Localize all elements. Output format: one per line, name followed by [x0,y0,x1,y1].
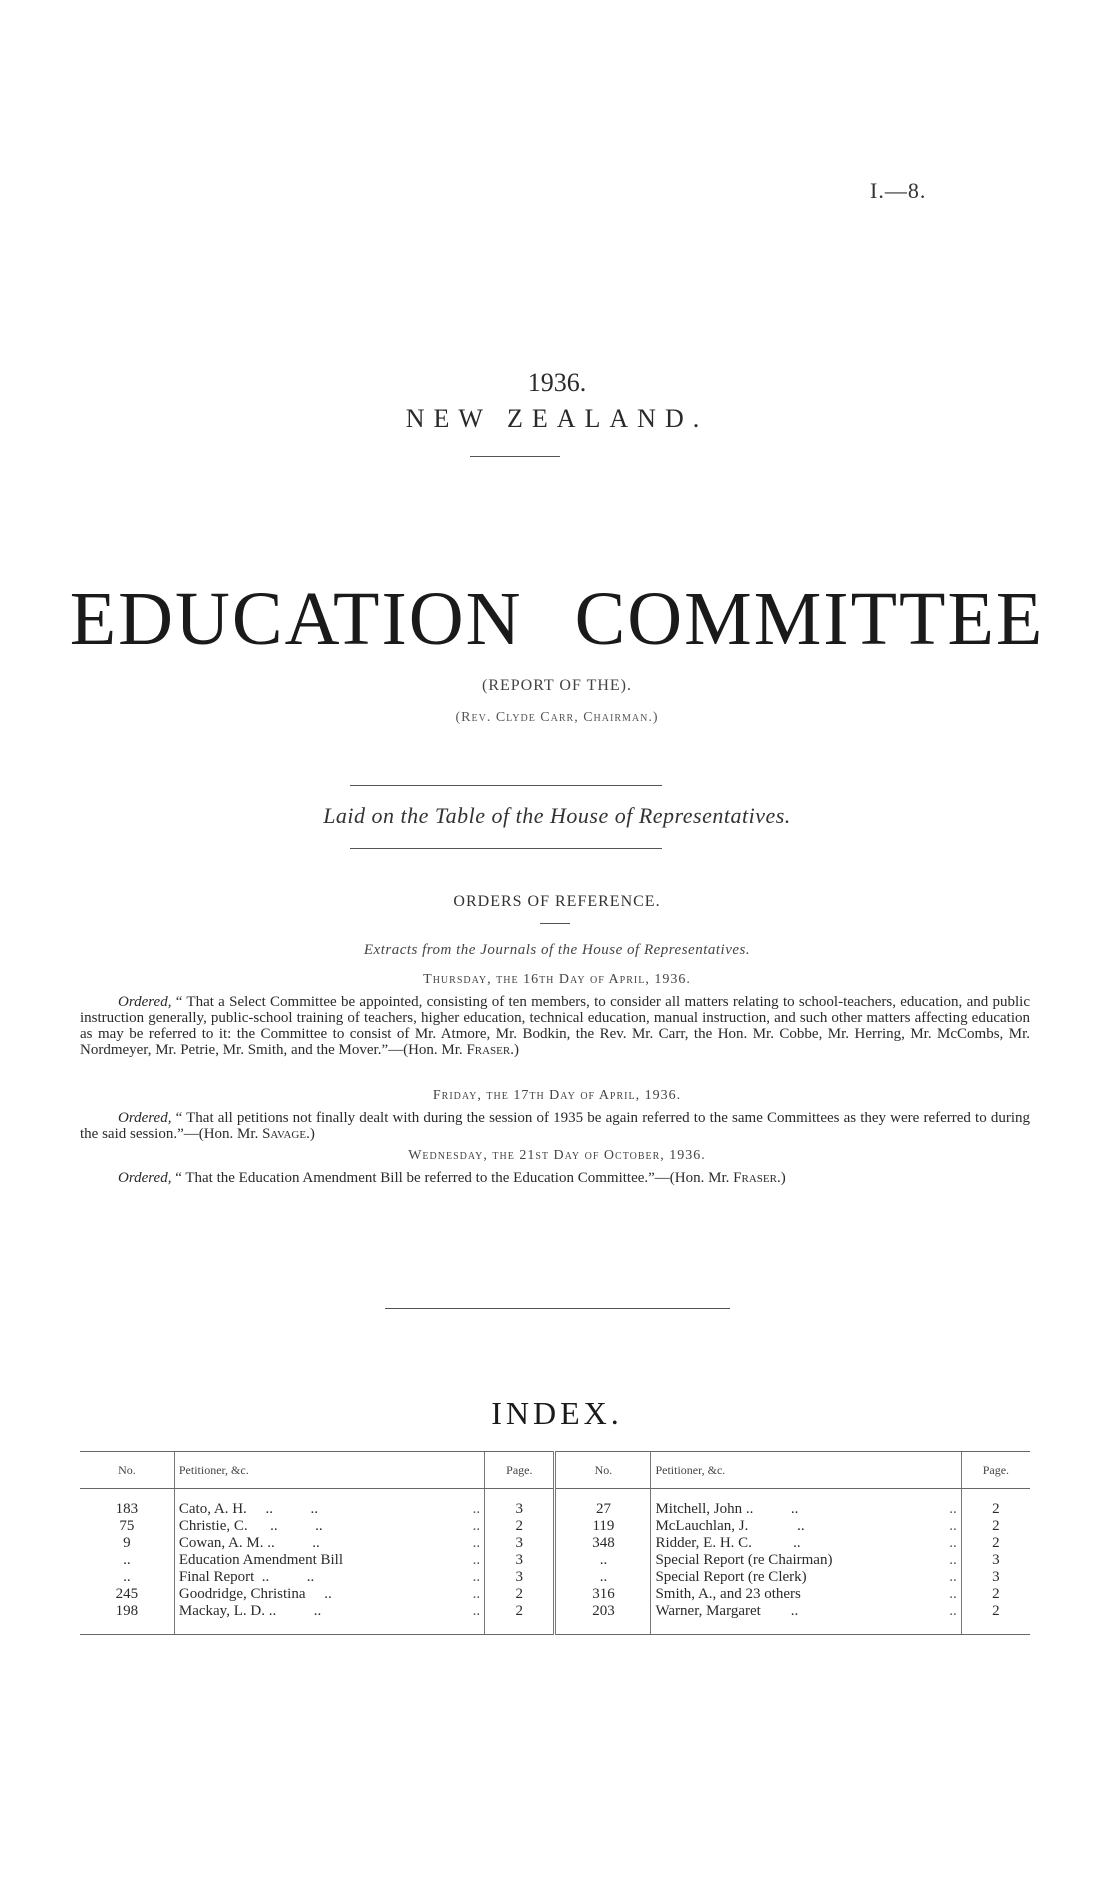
leader-dots: .. [920,1603,961,1635]
divider-rule [540,923,570,924]
petition-number: .. [80,1569,174,1586]
index-title: INDEX. [491,1395,623,1431]
order-mover: Savage.) [262,1126,315,1142]
order-text: “ That a Select Committee be appointed, consisting of ten members, to consider all matters relating to school-teachers, education, and public instruction generally, public-school training of teachers, higher education, technical education, manual instruction, and such other matters affecting education as may be referred to it: the Committee to consist of Mr. Atmore, Mr. Bodkin, the Rev. Mr. Carr, the Hon. Mr. Cobbe, Mr. Herring, Mr. McCombs, Mr. Nordmeyer, Mr. Petrie, Mr. Smith, and the Mover.”—(Hon. Mr. [80,994,1031,1058]
divider-rule [385,1308,730,1309]
leader-dots: .. [949,1501,957,1517]
petitioner-name: Mackay, L. D. .. .. [174,1603,443,1635]
leader-dots: .. [472,1501,481,1517]
page-number: 2 [961,1603,1030,1635]
page-number: 3 [961,1552,1030,1569]
page-number: 2 [485,1603,555,1635]
petition-number: 27 [555,1489,651,1519]
petition-number: 9 [80,1535,174,1552]
table-row [80,1569,1030,1586]
leader-dots: .. [472,1535,481,1551]
document-country: NEW ZEALAND. [405,404,709,433]
header-petitioner: Petitioner, &c. [651,1452,961,1489]
table-row [80,1603,1030,1635]
index-table [80,1451,1030,1635]
order-paragraph [80,1170,1030,1186]
leader-dots: .. [949,1569,957,1585]
laid-on-table-line: Laid on the Table of the House of Representatives. [323,803,791,828]
petitioner-name: Smith, A., and 23 others [655,1586,801,1602]
petitioner-name: Warner, Margaret .. [651,1603,920,1635]
order-mover: Fraser.) [466,1042,519,1058]
petitioner-name: Education Amendment Bill [178,1552,344,1568]
page-number: 2 [961,1586,1030,1603]
header-no: No. [555,1452,651,1489]
page-number: 3 [961,1569,1030,1586]
chairman-line: (Rev. Clyde Carr, Chairman.) [455,710,659,725]
header-petitioner: Petitioner, &c. [174,1452,484,1489]
document-year: 1936. [527,368,587,397]
page-number: 2 [961,1535,1030,1552]
petition-number: 183 [80,1489,174,1519]
page-number: 2 [485,1518,555,1535]
leader-dots: .. [949,1552,957,1568]
header-no: No. [80,1452,174,1489]
leader-dots: .. [472,1518,481,1534]
table-row [80,1535,1030,1552]
page-number: 3 [485,1489,555,1519]
leader-dots: .. [444,1603,485,1635]
orders-heading: ORDERS OF REFERENCE. [453,893,661,910]
petition-number: .. [555,1552,651,1569]
table-row [80,1518,1030,1535]
table-row [80,1489,1030,1519]
leader-dots: .. [949,1535,957,1551]
page-number: 2 [961,1518,1030,1535]
petitioner-name: Christie, C. .. .. [178,1518,323,1534]
order-date: Friday, the 17th Day of April, 1936. [432,1088,682,1103]
ordered-label: Ordered, [118,1110,172,1126]
petition-number: .. [80,1552,174,1569]
extracts-line: Extracts from the Journals of the House of Representatives. [363,942,751,958]
order-text: “ That the Education Amendment Bill be referred to the Education Committee.”—(Hon. Mr. [175,1170,730,1186]
header-page: Page. [961,1452,1030,1489]
divider-rule [350,785,662,786]
table-row [80,1586,1030,1603]
leader-dots: .. [949,1518,957,1534]
petition-number: 119 [555,1518,651,1535]
petition-number: 203 [555,1603,651,1635]
order-text: “ That all petitions not finally dealt with during the session of 1935 be again referred to the same Committees as they were referred to during the said session.”—(Hon. Mr. [80,1110,1030,1142]
petition-number: .. [555,1569,651,1586]
petitioner-name: Special Report (re Chairman) [655,1552,833,1568]
petition-number: 348 [555,1535,651,1552]
ordered-label: Ordered, [118,994,172,1010]
petition-number: 75 [80,1518,174,1535]
petition-number: 245 [80,1586,174,1603]
petitioner-name: Final Report .. .. [178,1569,315,1585]
petitioner-name: Mitchell, John .. .. [655,1501,799,1517]
page-number: 3 [485,1552,555,1569]
leader-dots: .. [949,1586,957,1602]
petitioner-name: Cowan, A. M. .. .. [178,1535,320,1551]
petitioner-name: Cato, A. H. .. .. [178,1501,319,1517]
order-date: Thursday, the 16th Day of April, 1936. [423,972,691,987]
leader-dots: .. [472,1552,481,1568]
petitioner-name: McLauchlan, J. .. [655,1518,805,1534]
ordered-label: Ordered, [118,1170,172,1186]
order-date: Wednesday, the 21st Day of October, 1936. [408,1148,706,1163]
order-paragraph [80,994,1030,1058]
title-word-2: COMMITTEE [574,577,1045,661]
index-header-row [80,1452,1030,1489]
divider-rule [350,848,662,849]
order-paragraph [80,1110,1030,1142]
order-mover: Fraser.) [733,1170,786,1186]
document-reference: I.—8. [870,178,927,203]
title-word-1: EDUCATION [69,577,523,661]
petition-number: 198 [80,1603,174,1635]
divider-rule [470,456,560,457]
leader-dots: .. [472,1586,481,1602]
page-number: 2 [961,1489,1030,1519]
leader-dots: .. [472,1569,481,1585]
table-row [80,1552,1030,1569]
petitioner-name: Ridder, E. H. C. .. [655,1535,801,1551]
page-subtitle: (REPORT OF THE). [481,677,632,694]
page-number: 2 [485,1586,555,1603]
page-number: 3 [485,1569,555,1586]
petitioner-name: Special Report (re Clerk) [655,1569,807,1585]
petition-number: 316 [555,1586,651,1603]
page-title [0,576,1114,663]
header-page: Page. [485,1452,555,1489]
petitioner-name: Goodridge, Christina .. [178,1586,332,1602]
page-number: 3 [485,1535,555,1552]
